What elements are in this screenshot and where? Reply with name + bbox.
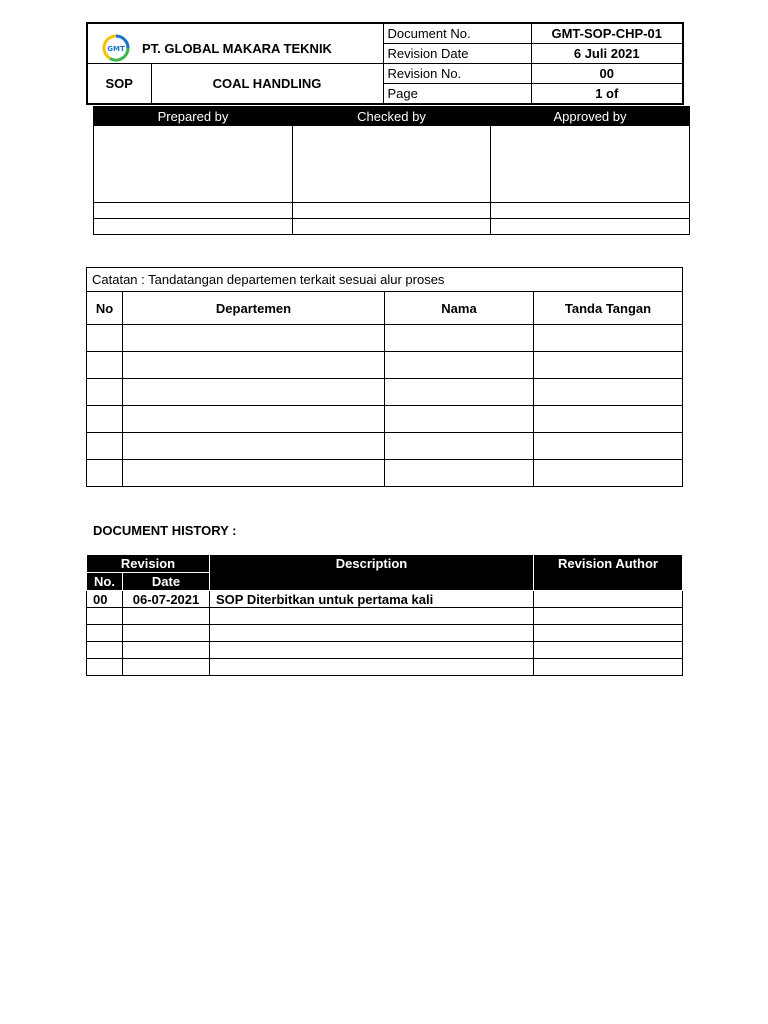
document-header [86,22,684,105]
checked-by-header: Checked by [293,107,491,126]
cell[interactable] [534,642,683,659]
revision-no-header: No. [87,573,123,591]
history-table [86,554,683,676]
revision-date-header: Date [123,573,210,591]
signoff-table [93,106,690,235]
approved-by-header: Approved by [491,107,690,126]
department-table [86,267,683,487]
author-header: Revision Author [534,555,683,591]
revision-date: 6 Juli 2021 [531,44,683,64]
history-description: SOP Diterbitkan untuk pertama kali [210,591,534,608]
history-date: 06-07-2021 [123,591,210,608]
cell[interactable] [87,352,123,379]
cell[interactable] [534,379,683,406]
cell[interactable] [123,379,385,406]
history-author [534,591,683,608]
cell[interactable] [123,433,385,460]
table-row [87,608,683,625]
description-header: Description [210,555,534,591]
checked-name-cell[interactable] [293,203,491,219]
approved-name-cell[interactable] [491,203,690,219]
cell[interactable] [385,406,534,433]
col-departemen: Departemen [123,292,385,325]
prepared-by-header: Prepared by [94,107,293,126]
cell[interactable] [123,642,210,659]
cell[interactable] [385,433,534,460]
cell[interactable] [534,659,683,676]
cell[interactable] [87,460,123,487]
cell[interactable] [210,608,534,625]
field-label: Document No. [383,23,531,44]
cell[interactable] [87,642,123,659]
page-number: 1 of [531,84,683,105]
field-label: Revision No. [383,64,531,84]
prepared-date-cell[interactable] [94,219,293,235]
cell[interactable] [210,625,534,642]
cell[interactable] [123,659,210,676]
doc-title: COAL HANDLING [151,64,383,105]
history-no: 00 [87,591,123,608]
cell[interactable] [87,608,123,625]
table-row [87,642,683,659]
logo-text: GMT [107,45,125,53]
history-title: DOCUMENT HISTORY : [93,523,237,538]
checked-date-cell[interactable] [293,219,491,235]
col-nama: Nama [385,292,534,325]
cell[interactable] [534,406,683,433]
doc-type: SOP [87,64,151,105]
checked-signature-box[interactable] [293,126,491,203]
cell[interactable] [123,325,385,352]
cell[interactable] [123,625,210,642]
company-cell [87,23,383,64]
cell[interactable] [87,433,123,460]
revision-header: Revision [87,555,210,573]
cell[interactable] [87,325,123,352]
table-row [87,460,683,487]
table-row [87,379,683,406]
cell[interactable] [87,406,123,433]
company-logo-icon [102,34,130,62]
field-label: Page [383,84,531,105]
field-label: Revision Date [383,44,531,64]
cell[interactable] [385,460,534,487]
cell[interactable] [534,460,683,487]
table-row [87,625,683,642]
document-number: GMT-SOP-CHP-01 [531,23,683,44]
cell[interactable] [534,625,683,642]
cell[interactable] [87,625,123,642]
cell[interactable] [123,352,385,379]
table-row [87,352,683,379]
cell[interactable] [534,352,683,379]
cell[interactable] [385,352,534,379]
company-name: PT. GLOBAL MAKARA TEKNIK [142,41,332,56]
table-row [87,406,683,433]
cell[interactable] [534,608,683,625]
cell[interactable] [385,379,534,406]
cell[interactable] [534,325,683,352]
cell[interactable] [210,659,534,676]
table-row [87,659,683,676]
col-tanda-tangan: Tanda Tangan [534,292,683,325]
table-row [87,325,683,352]
cell[interactable] [534,433,683,460]
approved-signature-box[interactable] [491,126,690,203]
cell[interactable] [385,325,534,352]
prepared-signature-box[interactable] [94,126,293,203]
table-row [87,433,683,460]
approved-date-cell[interactable] [491,219,690,235]
cell[interactable] [123,406,385,433]
cell[interactable] [87,659,123,676]
cell[interactable] [210,642,534,659]
cell[interactable] [87,379,123,406]
table-row [87,591,683,608]
department-note: Catatan : Tandatangan departemen terkait sesuai alur proses [87,268,683,292]
prepared-name-cell[interactable] [94,203,293,219]
col-no: No [87,292,123,325]
cell[interactable] [123,460,385,487]
cell[interactable] [123,608,210,625]
revision-number: 00 [531,64,683,84]
